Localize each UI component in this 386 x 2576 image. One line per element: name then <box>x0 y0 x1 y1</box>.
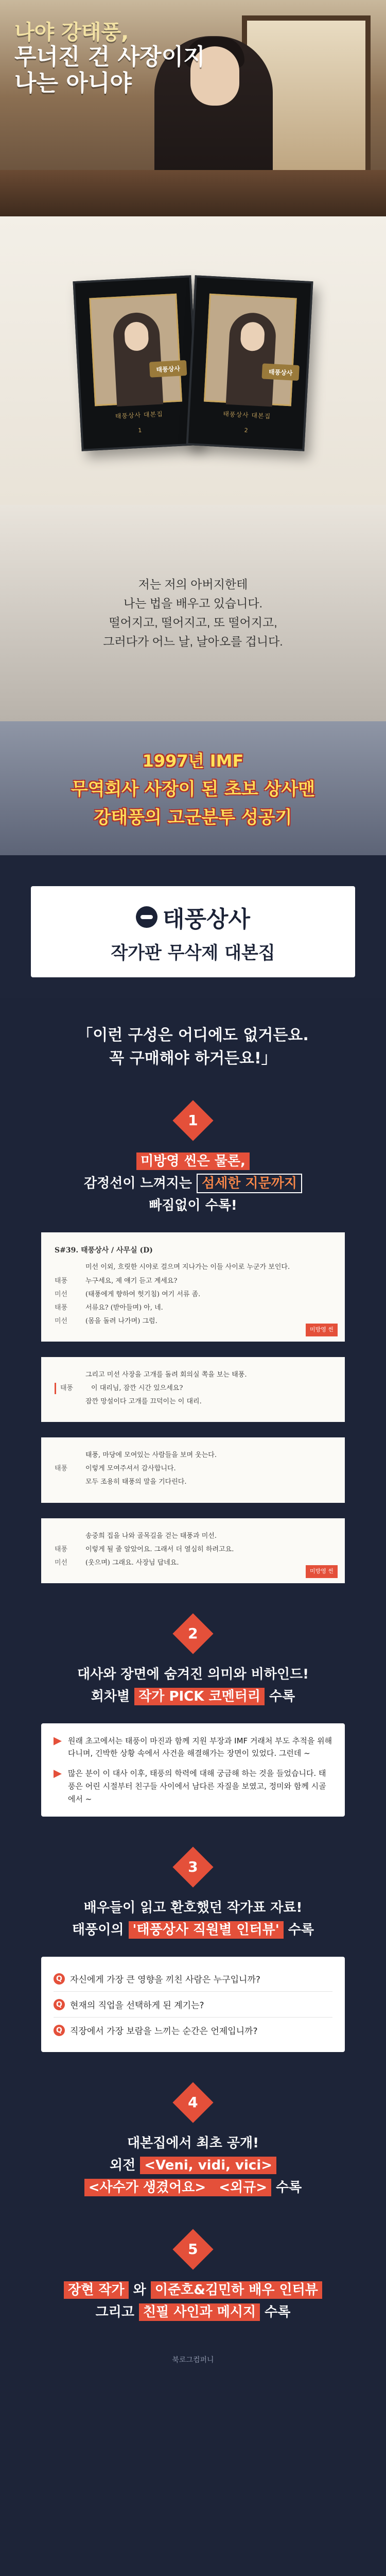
script-line: 이렇게 될 줄 알았어요. 그래서 더 열심히 하려고요. <box>85 1545 234 1553</box>
section-3-line2-a: 태풍이의 <box>72 1922 129 1938</box>
brand-title <box>41 901 345 934</box>
section-5-line1-a: 와 <box>128 2282 151 2298</box>
feature-section-2 <box>0 1604 386 1838</box>
question-text: 자신에게 가장 큰 영향을 끼친 사람은 누구입니까? <box>70 1975 260 1986</box>
title-card <box>31 886 355 977</box>
script-line: 미선 이외, 흐릿한 시야로 걸으며 지나가는 이들 사이로 누군가 보인다. <box>85 1263 290 1272</box>
intro-line: 떨어지고, 떨어지고, 또 떨어지고, <box>109 616 277 629</box>
section-5-text <box>21 2279 365 2324</box>
book-cover-face <box>124 321 149 351</box>
section-number-badge <box>172 1847 213 1888</box>
script-row <box>55 1383 331 1394</box>
headline-line2: 꼭 구매해야 하거든요!」 <box>109 1049 277 1067</box>
question-icon: Q <box>54 1973 65 1985</box>
script-page <box>41 1518 345 1583</box>
section-1-text <box>21 1150 365 1217</box>
section-number-badge <box>172 1613 213 1654</box>
unaired-scene-tag: 미방영 씬 <box>306 1324 338 1336</box>
question-text: 현재의 직업을 선택하게 된 계기는? <box>70 2001 204 2011</box>
section-3-line2-b: 수록 <box>283 1922 314 1938</box>
intro-lines <box>103 575 283 651</box>
script-row <box>55 1316 331 1327</box>
question-icon: Q <box>54 1999 65 2010</box>
section-5-highlight-2: 이준호&김민하 배우 인터뷰 <box>151 2281 322 2299</box>
arrow-bullet-icon <box>54 1737 62 1745</box>
commentary-item <box>54 1735 332 1760</box>
script-line: 태풍, 마당에 모여있는 사람들을 보며 웃는다. <box>85 1451 217 1460</box>
book-title: 태풍상사 대본집 <box>222 410 271 420</box>
section-number: 4 <box>188 2094 198 2111</box>
script-row <box>55 1396 331 1408</box>
section-1-highlight: 섬세한 지문까지 <box>197 1174 302 1193</box>
script-speaker: 태풍 <box>55 1277 68 1285</box>
commentary-text: 원래 초고에서는 태풍이 마진과 함께 지원 부장과 IMF 거래처 부도 추적을 위해 다니며, 긴박한 상황 속에서 사건을 해결해가는 장면이 있었다. 그런데 ~ <box>68 1736 332 1758</box>
publisher-footer: 북로그컴퍼니 <box>172 2355 214 2364</box>
script-line: (태풍에게 향하여 헛기침) 여기 서류 좀. <box>85 1290 201 1298</box>
script-row <box>55 1544 331 1555</box>
commentary-text: 많은 분이 이 대사 이후, 태풍의 학력에 대해 궁금해 하는 것을 들었습니다. 태풍은 어린 시절부터 친구들 사이에서 남다른 자질을 보였고, 정미와 함께 시골에서 ~ <box>68 1769 326 1804</box>
section-number: 5 <box>188 2240 198 2258</box>
script-line: 모두 조용히 태풍의 말을 기다린다. <box>85 1478 187 1486</box>
script-speaker: 태풍 <box>55 1465 68 1473</box>
script-row <box>55 1557 331 1569</box>
feature-section-3 <box>0 1837 386 2073</box>
script-row <box>55 1262 331 1273</box>
script-speaker: 태풍 <box>55 1545 68 1553</box>
section-1-mid: 감정선이 느껴지는 <box>84 1175 197 1191</box>
section-4-line2-a: 외전 <box>109 2157 141 2173</box>
section-4-highlight-3: <외규> <box>210 2179 271 2196</box>
books-showcase <box>0 216 386 505</box>
title-card-subtitle: 작가판 무삭제 대본집 <box>111 943 275 963</box>
book-volume-label: 1 <box>137 427 142 434</box>
script-speaker: 미선 <box>55 1317 68 1325</box>
script-line: (웃으며) 그래요. 사장님 답네요. <box>85 1558 179 1567</box>
title-card-section <box>0 855 386 998</box>
brand-name: 태풍상사 <box>162 906 250 933</box>
script-row <box>55 1477 331 1488</box>
section-5-highlight: 장현 작가 <box>64 2281 129 2299</box>
arrow-bullet-icon <box>54 1770 62 1778</box>
book-title: 태풍상사 대본집 <box>115 410 164 420</box>
script-speaker: 미선 <box>55 1558 68 1567</box>
script-row <box>55 1450 331 1461</box>
script-page <box>41 1232 345 1342</box>
script-scene-heading: S#39. 태풍상사 / 사무실 (D) <box>55 1246 153 1255</box>
feature-section-4 <box>0 2073 386 2219</box>
interview-question <box>54 2018 332 2043</box>
tagline-year: 1997년 IMF <box>142 751 244 771</box>
script-speaker <box>55 1396 77 1408</box>
section-number-badge <box>172 1100 213 1141</box>
commentary-item <box>54 1767 332 1805</box>
question-icon: Q <box>54 2025 65 2036</box>
unaired-scene-tag: 미방영 씬 <box>306 1565 338 1578</box>
script-speaker: 태풍 <box>60 1384 74 1393</box>
interview-question <box>54 1966 332 1992</box>
book-cover-frame <box>204 294 297 406</box>
section-2-line1: 대사와 장면에 숨겨진 의미와 비하인드! <box>77 1666 309 1682</box>
book-logo-badge: 태풍상사 <box>149 360 187 378</box>
script-speaker <box>55 1450 77 1461</box>
section-2-line2-a: 회차별 <box>91 1688 135 1704</box>
script-line: 송중희 집을 나와 골목길을 걷는 태풍과 미선. <box>85 1532 217 1540</box>
headline-line1: 「이런 구성은 어디에도 없거든요. <box>77 1026 309 1044</box>
script-line: 이렇게 모여주셔서 감사합니다. <box>85 1465 176 1473</box>
script-line: 이 대리님, 잠깐 시간 있으세요? <box>91 1384 183 1393</box>
intro-quote <box>0 505 386 721</box>
script-line: 잠깐 망설이다 고개를 끄덕이는 이 대리. <box>85 1398 202 1406</box>
hero-quote-line2: 무너진 건 사장이지 <box>14 44 205 70</box>
brand-logo-icon <box>136 906 157 928</box>
script-speaker <box>55 1477 77 1488</box>
script-row <box>55 1369 331 1381</box>
interview-question <box>54 1992 332 2018</box>
script-row <box>55 1531 331 1542</box>
script-speaker <box>55 1531 77 1542</box>
script-line: 그리고 미선 사장을 고개를 돌려 회의실 쪽을 보는 태풍. <box>85 1370 247 1379</box>
book-cover-frame <box>89 294 182 406</box>
tagline-line3: 강태풍의 고군분투 성공기 <box>94 807 292 828</box>
section-3-line1: 배우들이 읽고 환호했던 작가표 자료! <box>83 1900 303 1916</box>
section-1-pre: 미방영 씬은 물론, <box>136 1153 250 1170</box>
script-row <box>55 1302 331 1314</box>
feature-section-1 <box>0 1091 386 1604</box>
book-logo-badge: 태풍상사 <box>261 363 299 381</box>
section-4-highlight-2: <사수가 생겼어요> <box>84 2179 210 2196</box>
section-2-highlight: 작가 PICK 코멘터리 <box>134 1688 265 1705</box>
section-2-line2-b: 수록 <box>264 1688 295 1704</box>
script-speaker <box>55 1262 77 1273</box>
section-5-highlight-3: 친필 사인과 메시지 <box>139 2303 260 2321</box>
section-number-badge <box>172 2229 213 2269</box>
tagline-banner <box>0 721 386 855</box>
section-4-highlight: <Veni, vidi, vici> <box>140 2157 276 2174</box>
script-row <box>55 1289 331 1300</box>
script-page <box>41 1437 345 1502</box>
section-number: 3 <box>188 1858 198 1876</box>
question-text: 직장에서 가장 보람을 느끼는 순간은 언제입니까? <box>70 2026 258 2037</box>
intro-line: 저는 저의 아버지한테 <box>138 578 248 591</box>
headline <box>0 998 386 1091</box>
commentary-card <box>41 1723 345 1817</box>
section-5-line2-a: 그리고 <box>95 2304 139 2320</box>
hero-banner <box>0 0 386 216</box>
section-4-line3-c: 수록 <box>271 2179 302 2195</box>
section-5-line2-b: 수록 <box>260 2304 291 2320</box>
book-volume-2 <box>186 275 313 451</box>
book-volume-1 <box>73 275 200 451</box>
section-2-text <box>21 1664 365 1708</box>
script-line: 서류요? (받아들며) 아, 네. <box>85 1303 163 1312</box>
section-number: 2 <box>188 1624 198 1642</box>
section-3-highlight: '태풍상사 직원별 인터뷰' <box>129 1921 284 1939</box>
section-3-text <box>21 1897 365 1941</box>
interview-question-list <box>41 1957 345 2052</box>
script-speaker: 태풍 <box>55 1303 68 1312</box>
section-4-text <box>21 2132 365 2199</box>
hero-quote <box>14 21 205 96</box>
script-speaker: 미선 <box>55 1290 68 1298</box>
script-line: (몸을 돌려 나가며) 그럼. <box>85 1317 157 1325</box>
intro-line: 그러다가 어느 날, 날아오를 겁니다. <box>103 634 283 648</box>
script-row <box>55 1463 331 1475</box>
hero-desk <box>0 170 386 216</box>
section-1-post: 빠짐없이 수록! <box>149 1197 237 1213</box>
hero-quote-line3: 나는 아니야 <box>14 70 132 96</box>
script-speaker <box>55 1369 77 1381</box>
intro-line: 나는 법을 배우고 있습니다. <box>124 597 262 611</box>
script-row <box>55 1276 331 1287</box>
section-number: 1 <box>188 1111 198 1129</box>
script-page <box>41 1357 345 1422</box>
script-line: 누구세요, 제 얘기 듣고 계세요? <box>85 1277 178 1285</box>
section-number-badge <box>172 2082 213 2123</box>
hero-quote-line1: 나야 강태풍, <box>14 21 129 44</box>
section-4-line1: 대본집에서 최초 공개! <box>127 2136 259 2151</box>
book-volume-label: 2 <box>244 427 249 434</box>
feature-section-5 <box>0 2219 386 2344</box>
tagline-line2: 무역회사 사장이 된 초보 상사맨 <box>71 779 315 800</box>
